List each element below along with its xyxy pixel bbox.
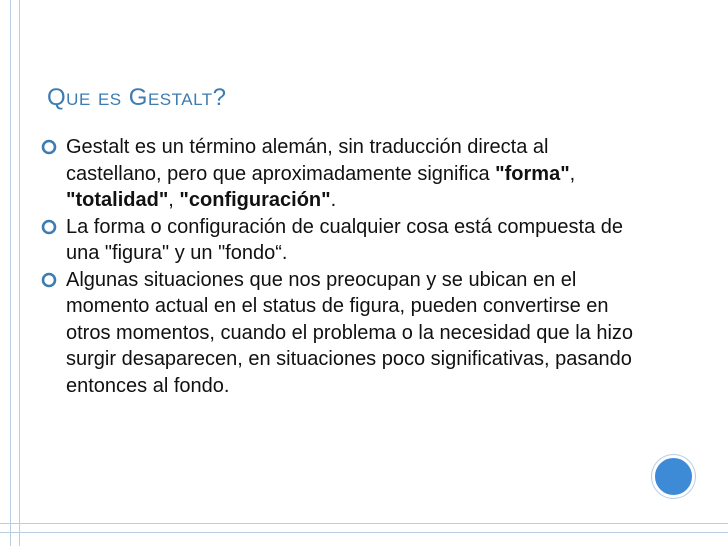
hollow-circle-bullet-icon: [41, 272, 57, 288]
bullet-separator: ,: [569, 162, 576, 185]
bullet-emphasis: "totalidad": [66, 189, 169, 211]
bullet-item: [36, 134, 646, 214]
bullet-emphasis: "forma": [495, 162, 570, 185]
bullet-item: [36, 267, 646, 400]
bullet-separator: ,: [168, 189, 180, 211]
bullet-text: Algunas situaciones que nos preocupan y se ubican en el momento actual en el status de figura, pueden convertirse en otros momentos, cuando el problema o la necesidad que la hizo surgir desaparecen, en situaciones poco significativas, pasando entonces al fondo.: [66, 268, 634, 397]
bullet-text: La forma o configuración de cualquier cosa está compuesta de una "figura" y un "fondo“.: [66, 215, 624, 264]
decorative-horizontal-frame-lines: [0, 523, 728, 533]
hollow-circle-bullet-icon: [41, 219, 57, 235]
bullet-text-end: .: [330, 189, 337, 211]
decorative-vertical-frame-lines: [10, 0, 20, 546]
hollow-circle-bullet-icon: [41, 139, 57, 155]
slide-title: Que es Gestalt?: [47, 84, 227, 111]
bullet-item: [36, 214, 646, 267]
decorative-blue-circle: [652, 455, 695, 498]
bullet-list: [36, 134, 646, 399]
bullet-emphasis: "configuración": [179, 189, 331, 211]
bullet-text: Gestalt es un término alemán, sin traducción directa al castellano, pero que aproximadamente significa: [66, 136, 549, 185]
